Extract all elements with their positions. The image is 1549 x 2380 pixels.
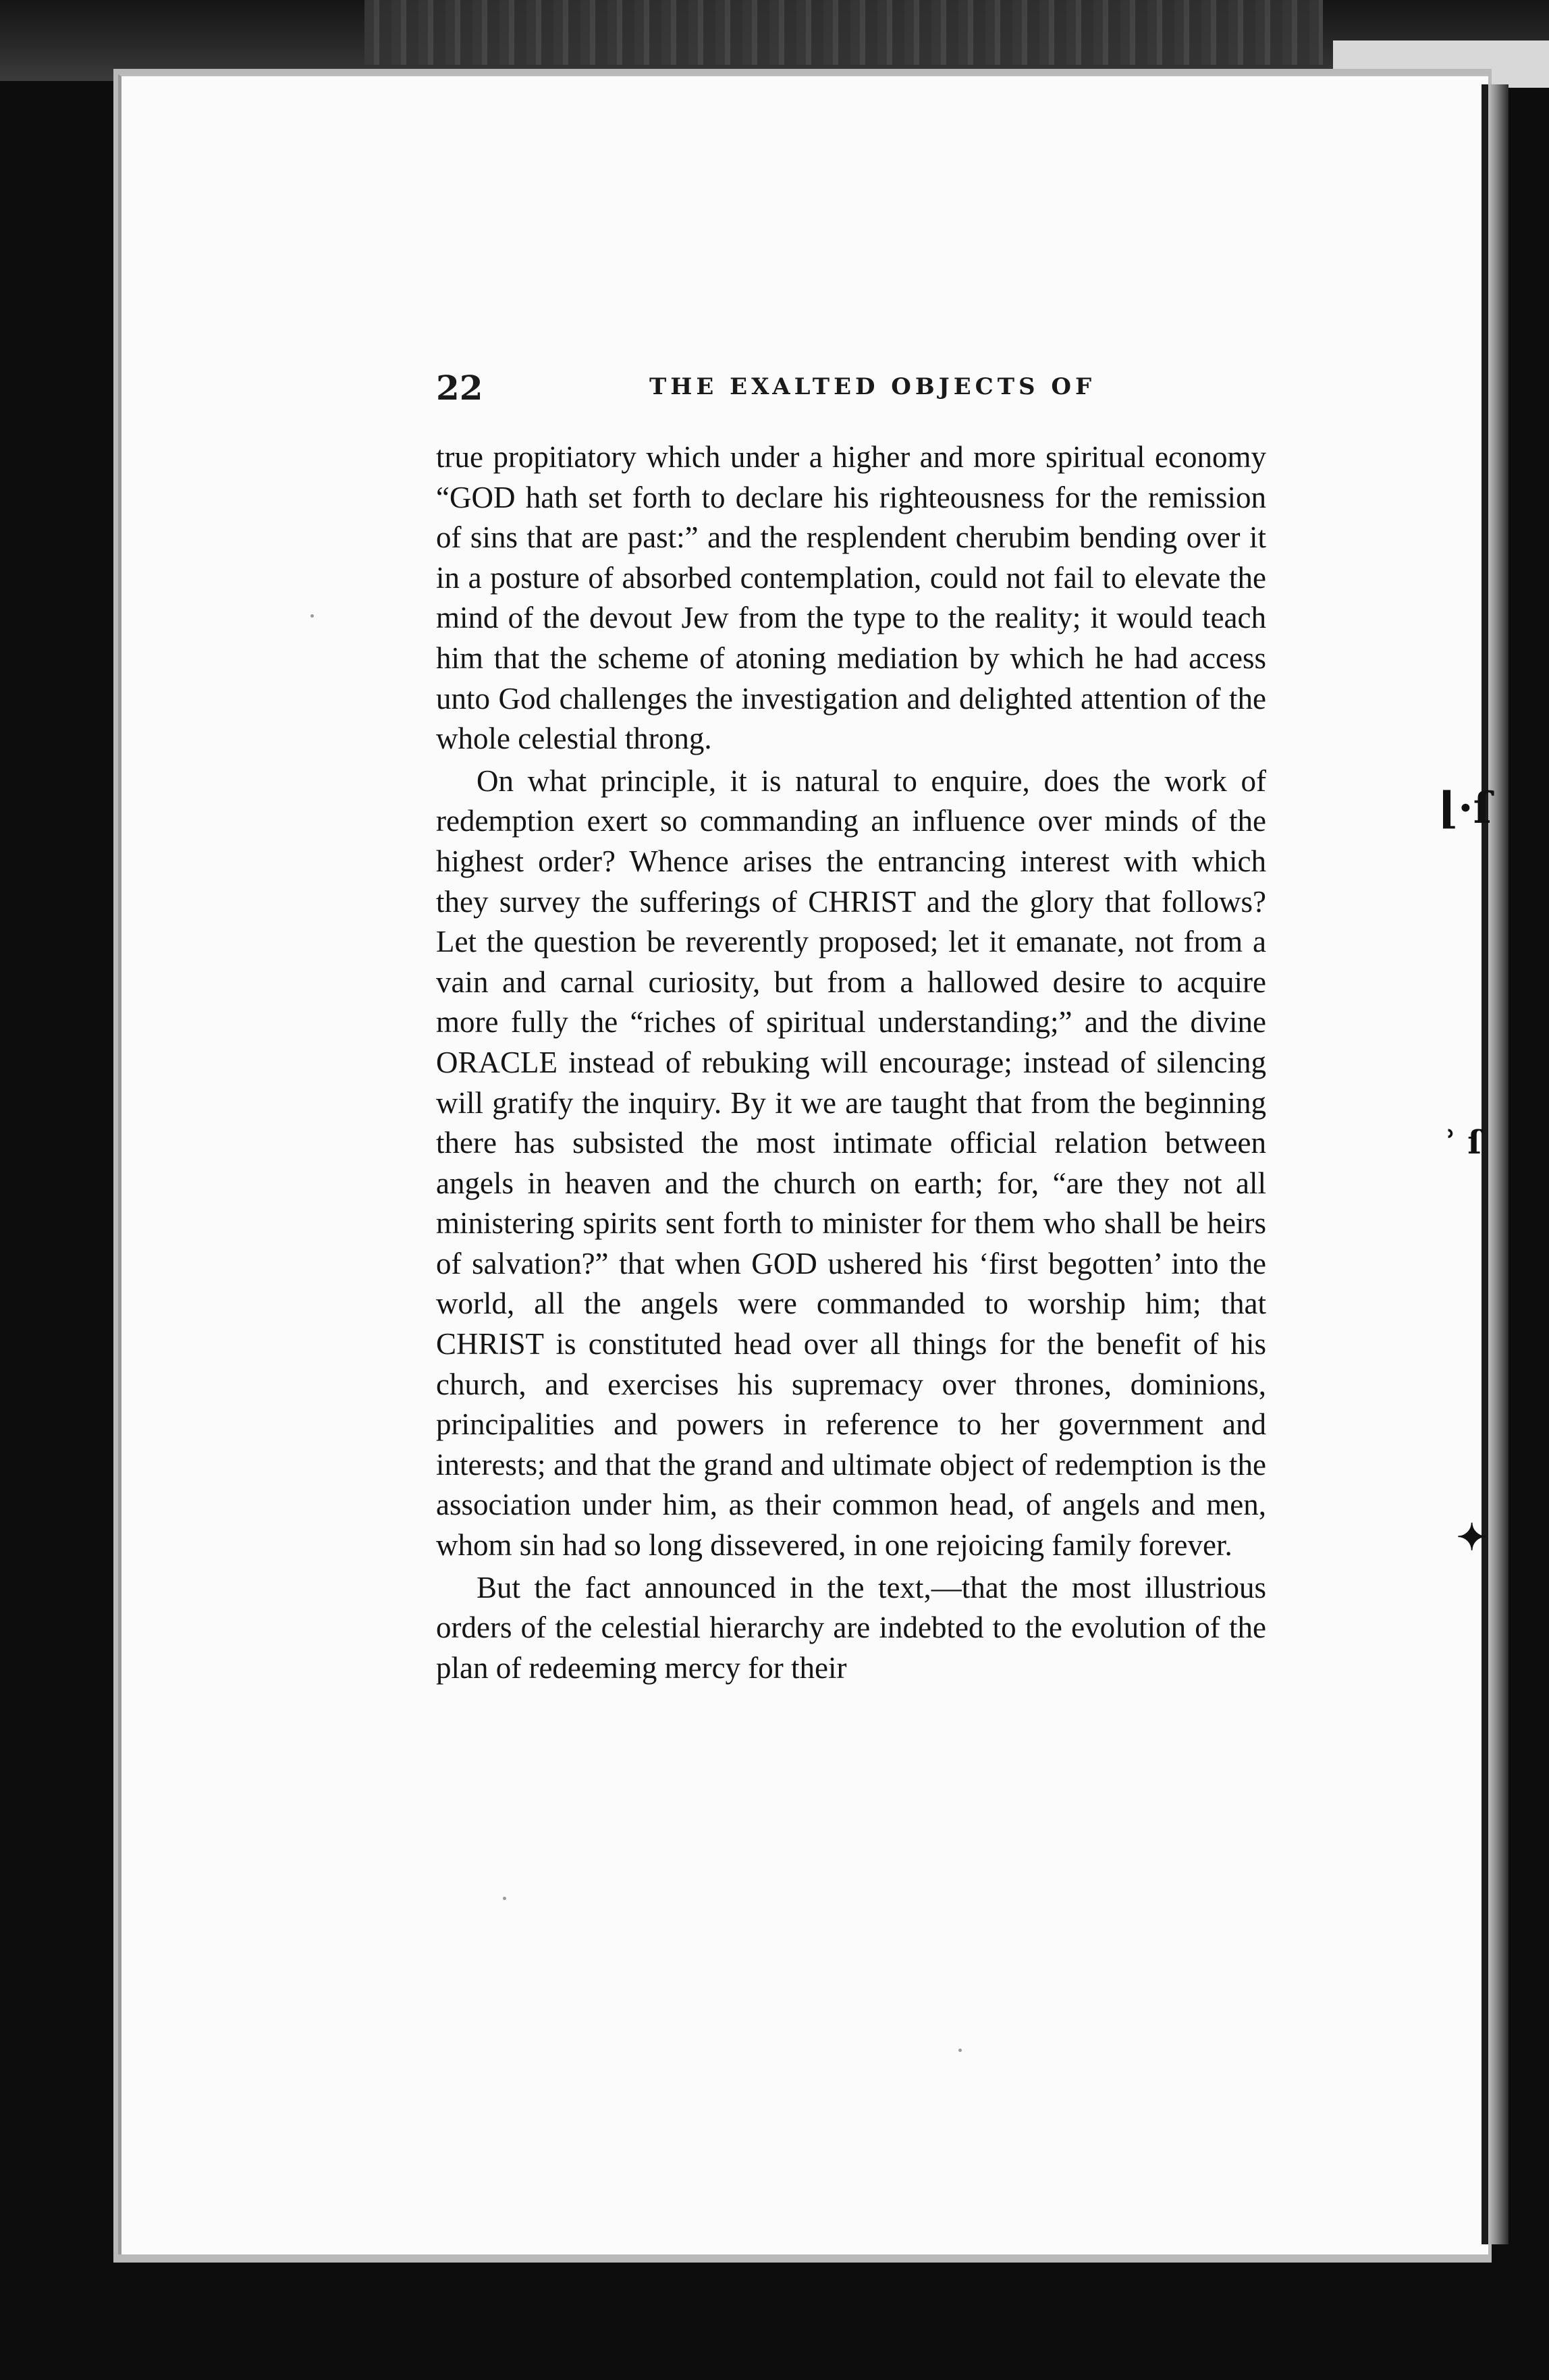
scan-binding-strip: [364, 0, 1323, 65]
page-number: 22: [436, 368, 483, 408]
dust-speck: [958, 2049, 962, 2052]
margin-mark-lower: ✦: [1457, 1515, 1488, 1559]
paragraph-3: But the fact announced in the text,—that the most illustrious orders of the celestial hierarchy are indebted to the evolution of the plan of redeeming mercy for their: [436, 1570, 1266, 1685]
dust-speck: [310, 614, 314, 618]
margin-mark-upper: ⌊·ſ: [1438, 783, 1492, 834]
running-title: THE EXALTED OBJECTS OF: [649, 373, 1096, 400]
body-text: [436, 437, 1266, 1688]
paragraph-1: true propitiatory which under a higher and more spiritual economy “GOD hath set forth to declare his righteousness for the remission of sins that are past:” and the resplendent cherubim bending over it in a posture of absorbed contemplation, could not fail to elevate the mind of the devout Jew from the type to the reality; it would teach him that the scheme of atoning mediation by which he had access unto God challenges the investigation and delighted attention of the whole celestial throng.: [436, 440, 1266, 756]
margin-mark-middle: ʾ ſ: [1444, 1124, 1482, 1162]
running-head: [0, 368, 1549, 422]
paragraph-2: On what principle, it is natural to enquire, does the work of redemption exert so commanding an influence over minds of the highest order? Whence arises the entrancing interest with which they survey the sufferings of CHRIST and the glory that follows? Let the question be reverently proposed; let it emanate, not from a vain and carnal curiosity, but from a hallowed desire to acquire more fully the “riches of spiritual understanding;” and the divine ORACLE instead of rebuking will encourage; instead of silencing will gratify the inquiry. By it we are taught that from the beginning there has subsisted the most intimate official relation between angels in heaven and the church on earth; for, “are they not all ministering spirits sent forth to minister for them who shall be heirs of salvation?” that when GOD ushered his ‘first begotten’ into the world, all the angels were commanded to worship him; that CHRIST is constituted head over all things for the benefit of his church, and exercises his supremacy over thrones, dominions, principalities and powers in reference to her government and interests; and that the grand and ultimate object of redemption is the association under him, as their common head, of angels and men, whom sin had so long dissevered, in one rejoicing family forever.: [436, 763, 1266, 1563]
dust-speck: [503, 1897, 506, 1900]
